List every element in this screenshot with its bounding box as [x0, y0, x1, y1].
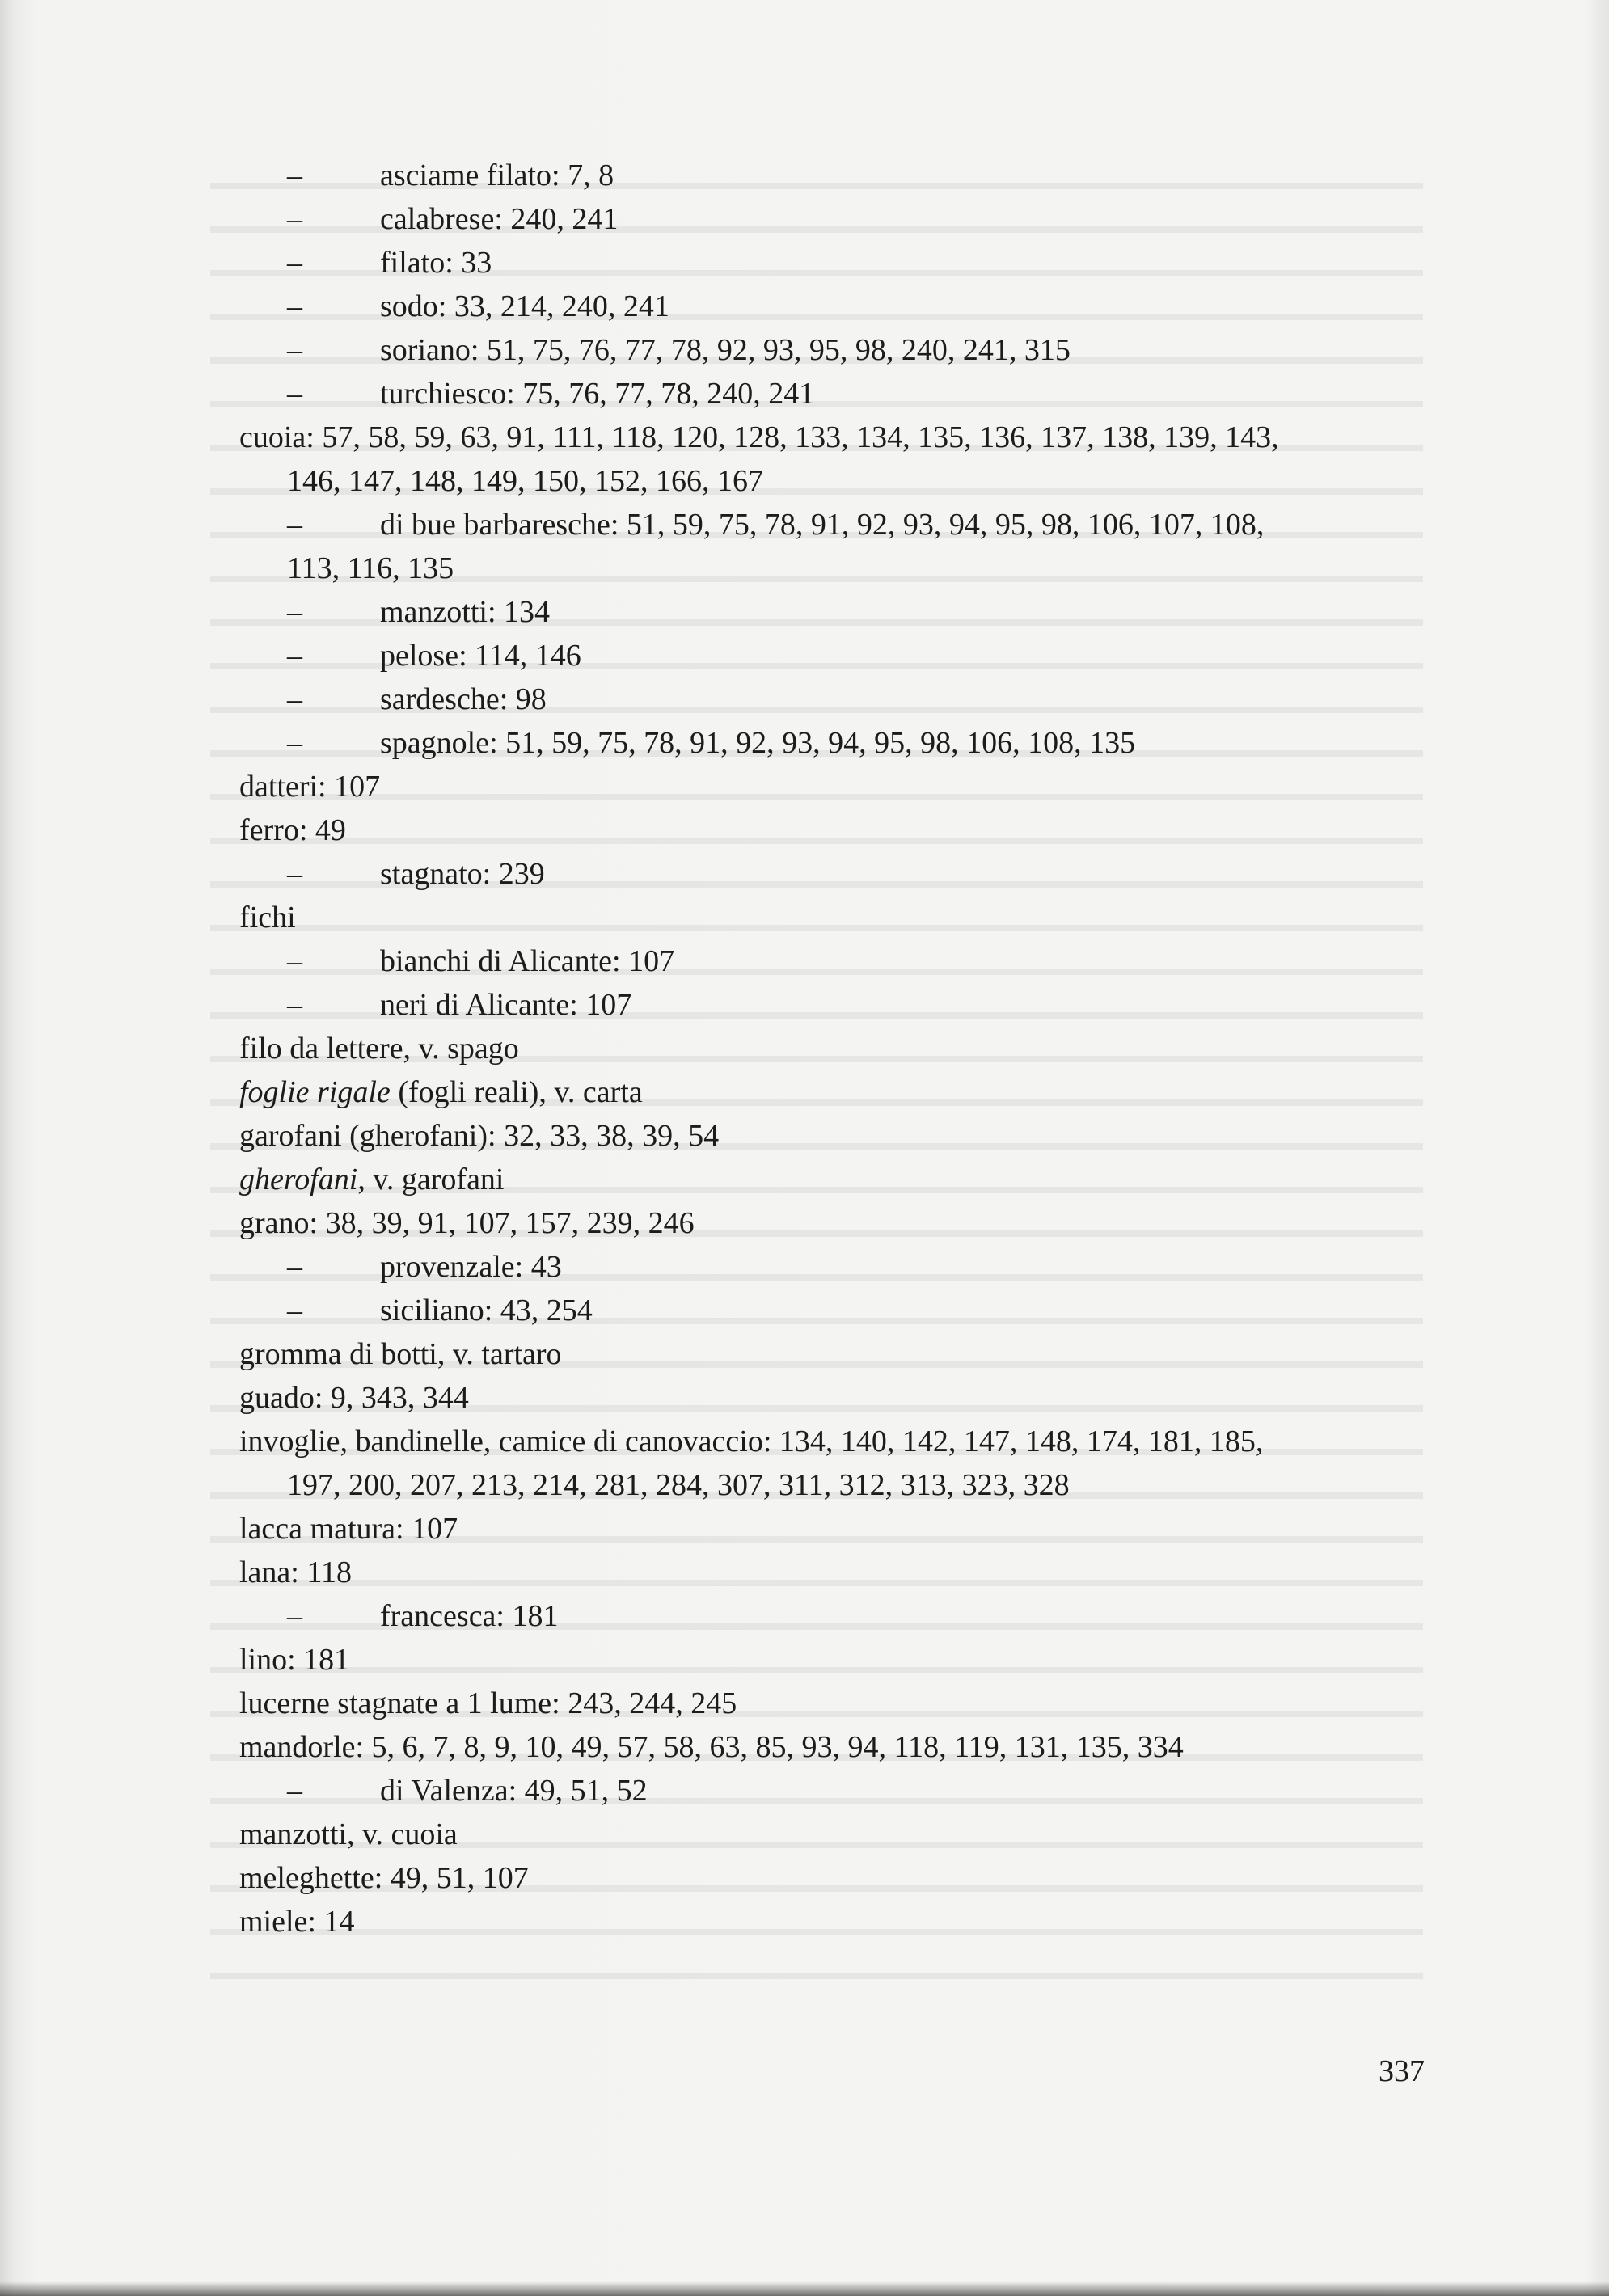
index-entry [0, 1856, 1609, 1900]
subentry-text: pelose: 114, 146 [380, 639, 581, 673]
index-entry [0, 1027, 1609, 1070]
subentry-text: di bue barbaresche: 51, 59, 75, 78, 91, 92, 93, 94, 95, 98, 106, 107, 108, [380, 508, 1265, 542]
subentry-text: soriano: 51, 75, 76, 77, 78, 92, 93, 95, 98, 240, 241, 315 [380, 333, 1071, 367]
continuation-text: 113, 116, 135 [287, 551, 454, 585]
index-entry [0, 1376, 1609, 1420]
subentry-dash: – [287, 246, 302, 280]
entry-text-wrap [239, 1114, 719, 1158]
index-subentry [0, 328, 1609, 372]
scan-bottom-edge [0, 2281, 1609, 2296]
entry-text-wrap [239, 1376, 469, 1420]
subentry-dash: – [287, 857, 302, 891]
continuation-text: 197, 200, 207, 213, 214, 281, 284, 307, 311, 312, 313, 323, 328 [287, 1468, 1070, 1502]
index-continuation [0, 1463, 1609, 1507]
subentry-dash: – [287, 158, 302, 192]
index-subentry [0, 852, 1609, 896]
entry-text: lacca matura: 107 [239, 1512, 458, 1546]
index-subentry [0, 1245, 1609, 1289]
entry-text-wrap [239, 808, 346, 852]
index-entries [0, 154, 1609, 1944]
entry-text: fichi [239, 901, 296, 935]
entry-text: meleghette: 49, 51, 107 [239, 1861, 529, 1895]
subentry-text: siciliano: 43, 254 [380, 1294, 593, 1327]
subentry-text: calabrese: 240, 241 [380, 202, 619, 236]
subentry-text: spagnole: 51, 59, 75, 78, 91, 92, 93, 94, 95, 98, 106, 108, 135 [380, 726, 1136, 760]
subentry-text: sardesche: 98 [380, 682, 547, 716]
index-entry [0, 1420, 1609, 1463]
entry-text-wrap [239, 1201, 695, 1245]
subentry-text: stagnato: 239 [380, 857, 545, 891]
index-entry [0, 1158, 1609, 1201]
entry-text: lino: 181 [239, 1643, 350, 1677]
subentry-text: turchiesco: 75, 76, 77, 78, 240, 241 [380, 377, 815, 411]
entry-text-wrap [239, 1070, 643, 1114]
entry-term-italic: gherofani [239, 1163, 358, 1197]
index-entry [0, 808, 1609, 852]
index-subentry [0, 285, 1609, 328]
index-entry [0, 1638, 1609, 1682]
entry-text-wrap [239, 1725, 1184, 1769]
index-entry [0, 1813, 1609, 1856]
entry-text: invoglie, bandinelle, camice di canovaccio: 134, 140, 142, 147, 148, 174, 181, 185, [239, 1424, 1264, 1458]
subentry-dash: – [287, 726, 302, 760]
entry-text: filo da lettere, v. spago [239, 1032, 519, 1066]
entry-text-wrap [239, 1507, 458, 1551]
entry-text: datteri: 107 [239, 770, 381, 804]
index-entry [0, 765, 1609, 808]
subentry-text: filato: 33 [380, 246, 492, 280]
index-subentry [0, 677, 1609, 721]
subentry-text: di Valenza: 49, 51, 52 [380, 1774, 648, 1808]
index-subentry [0, 1594, 1609, 1638]
entry-text-wrap [239, 1551, 352, 1594]
subentry-dash: – [287, 639, 302, 673]
entry-text: mandorle: 5, 6, 7, 8, 9, 10, 49, 57, 58, 63, 85, 93, 94, 118, 119, 131, 135, 334 [239, 1730, 1184, 1764]
entry-text: miele: 14 [239, 1905, 355, 1939]
index-entry [0, 1682, 1609, 1725]
entry-text-wrap [239, 1158, 505, 1201]
entry-text-wrap [239, 1332, 562, 1376]
entry-text: (fogli reali), v. carta [390, 1075, 643, 1109]
entry-text-wrap [239, 1638, 349, 1682]
entry-term-italic: foglie rigale [239, 1075, 391, 1109]
index-subentry [0, 634, 1609, 677]
subentry-dash: – [287, 944, 302, 978]
subentry-dash: – [287, 1774, 302, 1808]
index-continuation [0, 547, 1609, 590]
index-subentry [0, 983, 1609, 1027]
subentry-dash: – [287, 595, 302, 629]
page-number: 337 [1379, 2054, 1425, 2088]
subentry-dash: – [287, 988, 302, 1022]
entry-text-wrap [239, 1900, 354, 1944]
subentry-dash: – [287, 333, 302, 367]
index-subentry [0, 939, 1609, 983]
index-entry [0, 1900, 1609, 1944]
index-subentry [0, 590, 1609, 634]
index-entry [0, 896, 1609, 939]
index-entry [0, 1551, 1609, 1594]
entry-text-wrap [239, 416, 1279, 459]
index-subentry [0, 197, 1609, 241]
entry-text: gromma di botti, v. tartaro [239, 1337, 562, 1371]
continuation-text: 146, 147, 148, 149, 150, 152, 166, 167 [287, 464, 763, 498]
entry-text: grano: 38, 39, 91, 107, 157, 239, 246 [239, 1206, 695, 1240]
entry-text: lucerne stagnate a 1 lume: 243, 244, 245 [239, 1686, 737, 1720]
entry-text-wrap [239, 896, 296, 939]
subentry-text: asciame filato: 7, 8 [380, 158, 614, 192]
index-entry [0, 1725, 1609, 1769]
subentry-dash: – [287, 202, 302, 236]
index-subentry [0, 1769, 1609, 1813]
index-entry [0, 1201, 1609, 1245]
index-entry [0, 416, 1609, 459]
subentry-text: manzotti: 134 [380, 595, 551, 629]
entry-text: guado: 9, 343, 344 [239, 1381, 469, 1415]
entry-text-wrap [239, 765, 380, 808]
index-entry [0, 1507, 1609, 1551]
index-subentry [0, 503, 1609, 547]
entry-text-wrap [239, 1856, 529, 1900]
index-entry [0, 1070, 1609, 1114]
entry-text: lana: 118 [239, 1555, 352, 1589]
entry-text-wrap [239, 1420, 1263, 1463]
entry-text: ferro: 49 [239, 813, 346, 847]
subentry-text: sodo: 33, 214, 240, 241 [380, 289, 669, 323]
index-subentry [0, 241, 1609, 285]
subentry-dash: – [287, 377, 302, 411]
index-subentry [0, 154, 1609, 197]
index-entry [0, 1332, 1609, 1376]
subentry-dash: – [287, 1250, 302, 1284]
index-subentry [0, 1289, 1609, 1332]
subentry-text: francesca: 181 [380, 1599, 559, 1633]
entry-text-wrap [239, 1682, 737, 1725]
subentry-text: neri di Alicante: 107 [380, 988, 632, 1022]
subentry-text: provenzale: 43 [380, 1250, 562, 1284]
entry-text-wrap [239, 1813, 458, 1856]
subentry-dash: – [287, 1599, 302, 1633]
entry-text: manzotti, v. cuoia [239, 1817, 458, 1851]
index-entry [0, 1114, 1609, 1158]
entry-text: garofani (gherofani): 32, 33, 38, 39, 54 [239, 1119, 720, 1153]
entry-text: cuoia: 57, 58, 59, 63, 91, 111, 118, 120, 128, 133, 134, 135, 136, 137, 138, 139, 143, [239, 420, 1279, 454]
subentry-text: bianchi di Alicante: 107 [380, 944, 675, 978]
subentry-dash: – [287, 682, 302, 716]
index-continuation [0, 459, 1609, 503]
entry-text: , v. garofani [357, 1163, 505, 1197]
subentry-dash: – [287, 1294, 302, 1327]
subentry-dash: – [287, 289, 302, 323]
index-subentry [0, 372, 1609, 416]
index-subentry [0, 721, 1609, 765]
entry-text-wrap [239, 1027, 519, 1070]
subentry-dash: – [287, 508, 302, 542]
